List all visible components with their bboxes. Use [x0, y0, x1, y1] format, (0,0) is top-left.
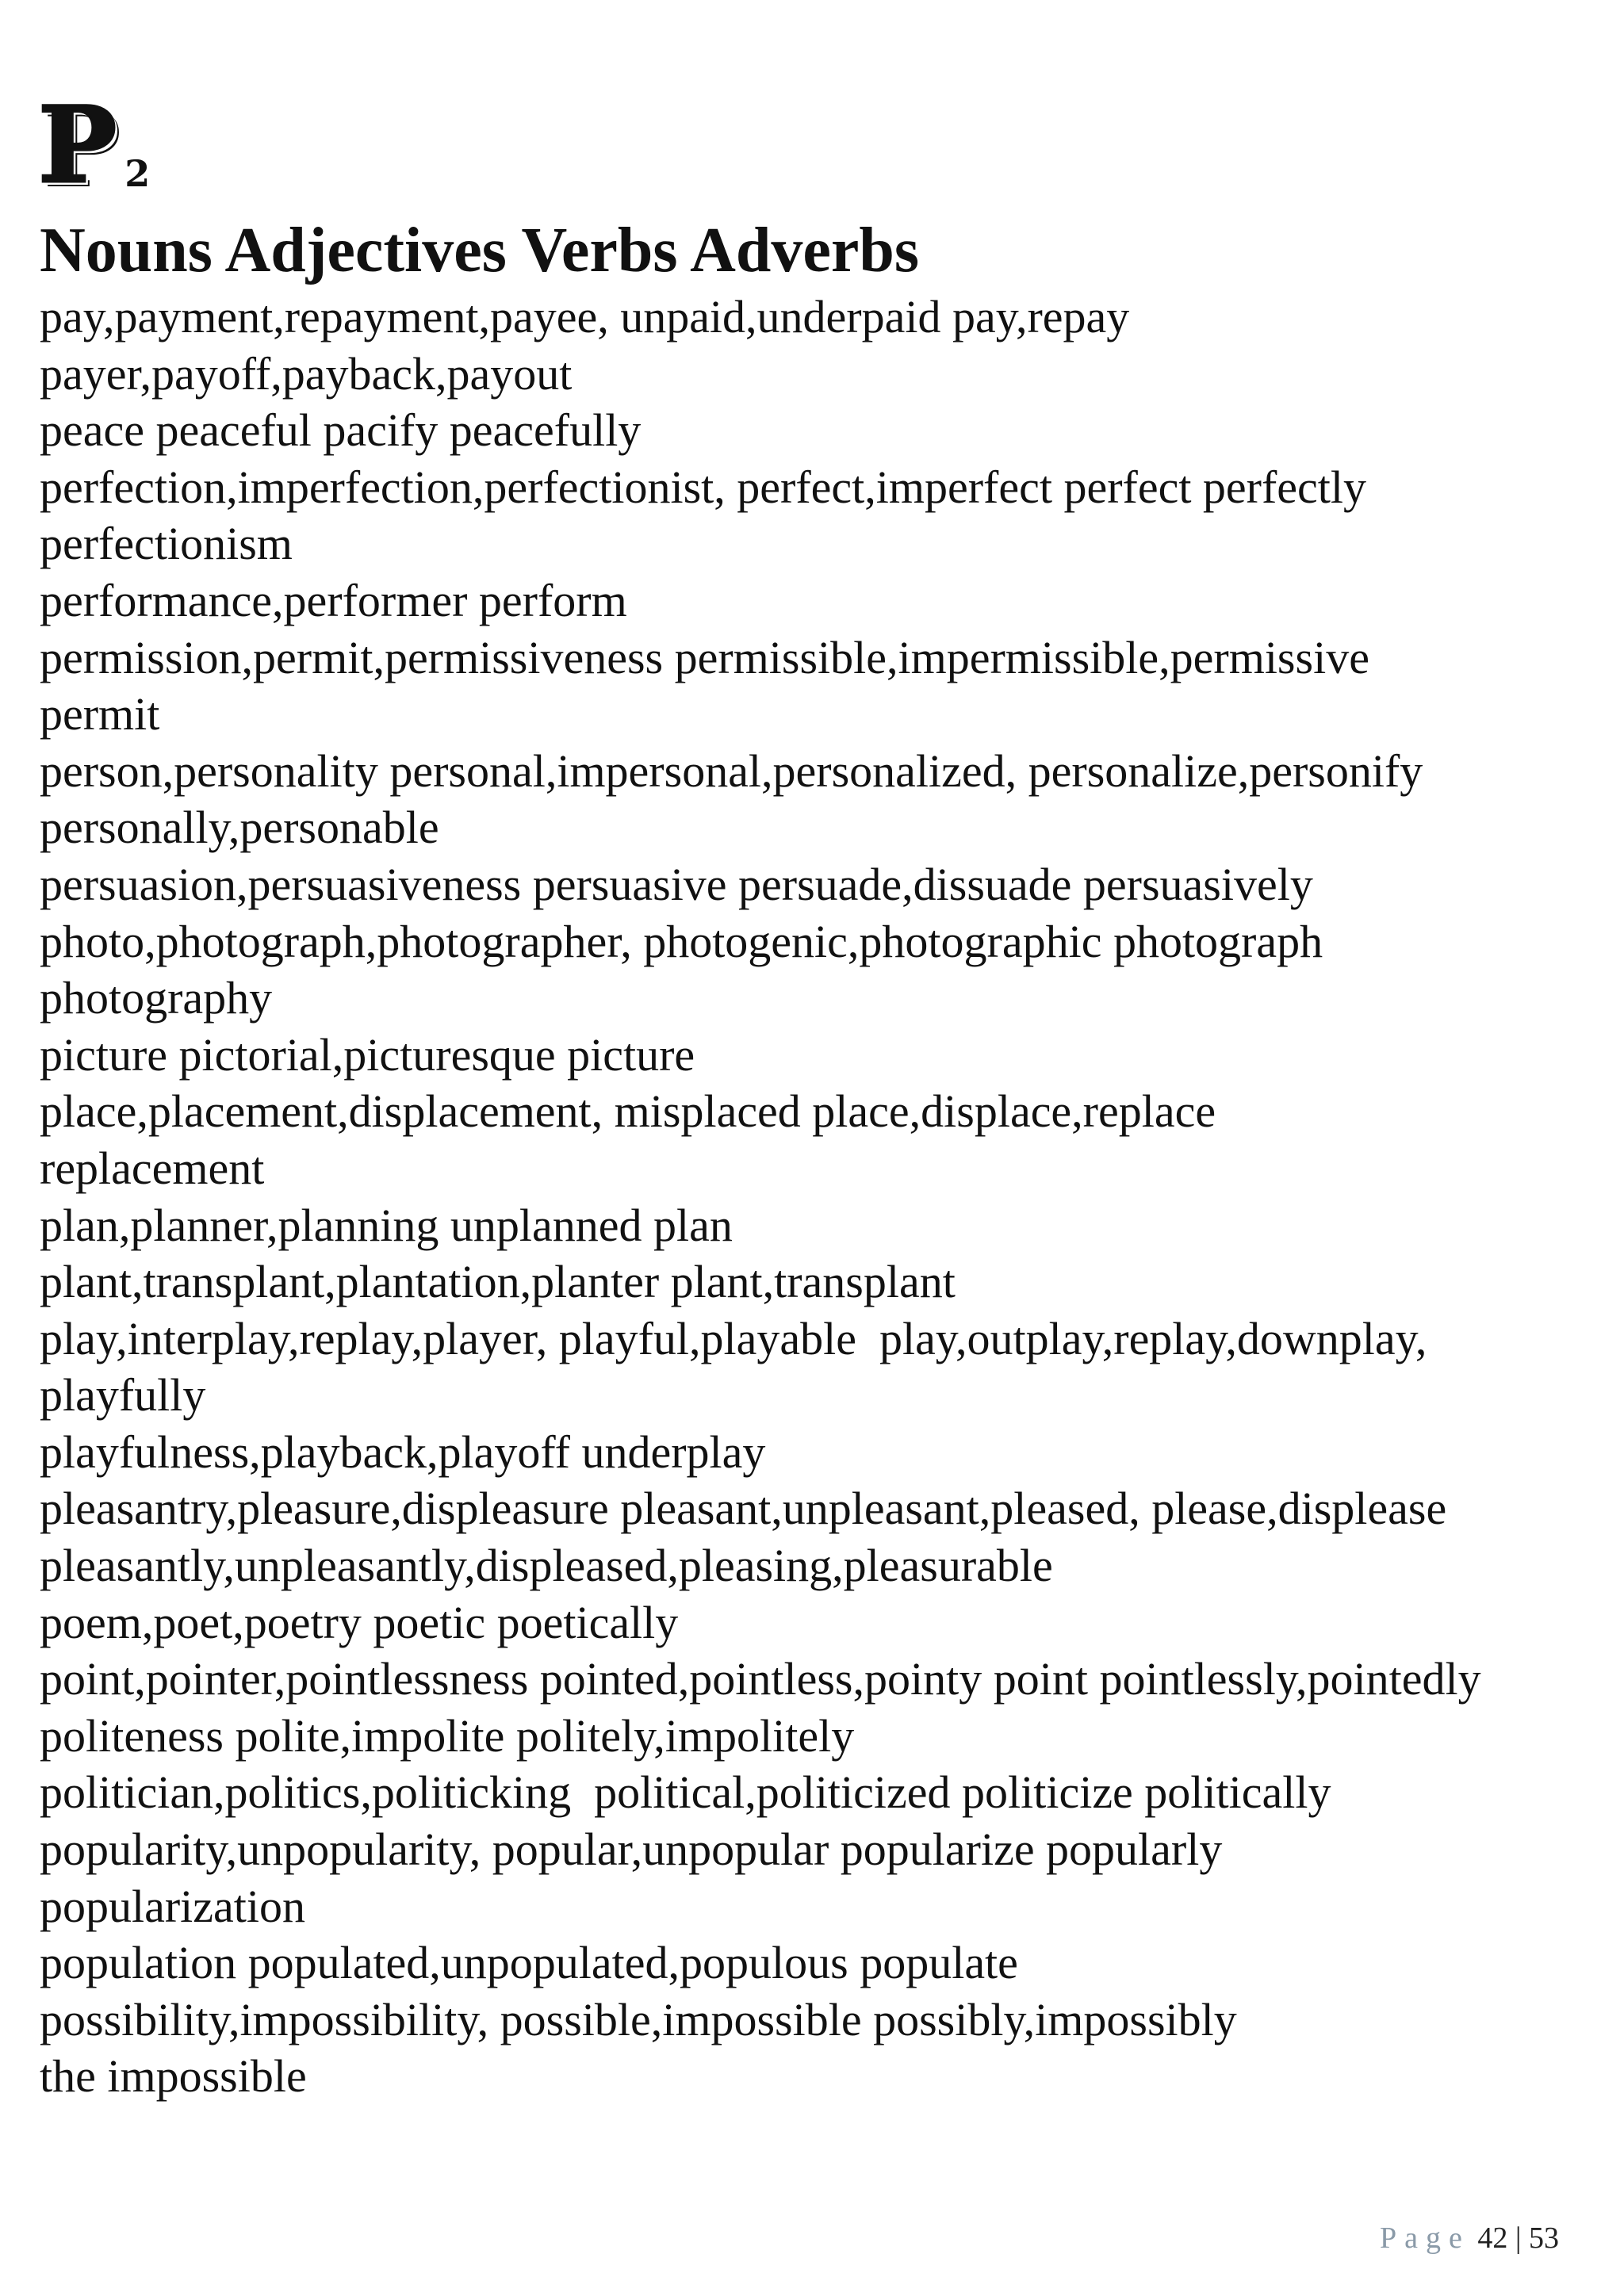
word-family-line: persuasion,persuasiveness persuasive persuade,dissuade persuasively [40, 858, 1313, 910]
word-family-line: plan,planner,planning unplanned plan [40, 1199, 733, 1251]
word-family-line: possibility,impossibility, possible,impossible possibly,impossibly [40, 1993, 1237, 2045]
word-family-line: permit [40, 688, 160, 740]
word-family-line: popularization [40, 1880, 306, 1932]
word-family-line: point,pointer,pointlessness pointed,pointless,pointy point pointlessly,pointedly [40, 1653, 1481, 1705]
word-family-line: play,interplay,replay,player, playful,playable play,outplay,replay,downplay, [40, 1312, 1427, 1364]
word-family-line: pay,payment,repayment,payee, unpaid,underpaid pay,repay [40, 291, 1130, 342]
word-family-line: plant,transplant,plantation,planter plant,transplant [40, 1256, 956, 1308]
word-family-line: pleasantly,unpleasantly,displeased,pleasing,pleasurable [40, 1540, 1053, 1592]
page-label: Page [1380, 2221, 1470, 2255]
section-letter-subscript: 2 [124, 152, 151, 195]
word-family-line: perfectionism [40, 518, 293, 570]
page-number: 42 | 53 [1477, 2221, 1559, 2255]
page-footer [1380, 2223, 1559, 2253]
word-family-line: perfection,imperfection,perfectionist, perfect,imperfect perfect perfectly [40, 461, 1367, 513]
word-family-line: place,placement,displacement, misplaced place,displace,replace [40, 1085, 1216, 1138]
word-family-line: the impossible [40, 2050, 307, 2103]
word-family-line: photo,photograph,photographer, photogenic,photographic photograph [40, 915, 1323, 967]
word-family-line: person,personality personal,impersonal,personalized, personalize,personify [40, 744, 1423, 797]
word-family-line: photography [40, 972, 273, 1024]
section-letter: P [38, 84, 114, 207]
word-family-line: payer,payoff,payback,payout [40, 347, 573, 400]
word-family-line: playfully [40, 1369, 206, 1422]
word-family-line: population populated,unpopulated,populous populate [40, 1937, 1018, 1989]
word-family-line: playfulness,playback,playoff underplay [40, 1425, 766, 1478]
word-family-line: picture pictorial,picturesque picture [40, 1028, 695, 1081]
word-family-line: politician,politics,politicking political,politicized politicize politically [40, 1766, 1331, 1819]
word-family-list [40, 289, 1481, 2105]
word-family-line: replacement [40, 1142, 265, 1194]
word-family-line: poem,poet,poetry poetic poetically [40, 1596, 679, 1648]
columns-heading: Nouns Adjectives Verbs Adverbs [40, 216, 920, 285]
word-family-line: popularity,unpopularity, popular,unpopular popularize popularly [40, 1823, 1223, 1876]
section-letter-heading [38, 79, 151, 207]
word-family-line: peace peaceful pacify peacefully [40, 404, 642, 457]
word-family-line: performance,performer perform [40, 574, 627, 626]
word-family-line: pleasantry,pleasure,displeasure pleasant,unpleasant,pleased, please,displease [40, 1483, 1447, 1535]
word-family-line: politeness polite,impolite politely,impolitely [40, 1709, 855, 1762]
word-family-line: permission,permit,permissiveness permissible,impermissible,permissive [40, 631, 1369, 683]
word-family-line: personally,personable [40, 802, 439, 854]
